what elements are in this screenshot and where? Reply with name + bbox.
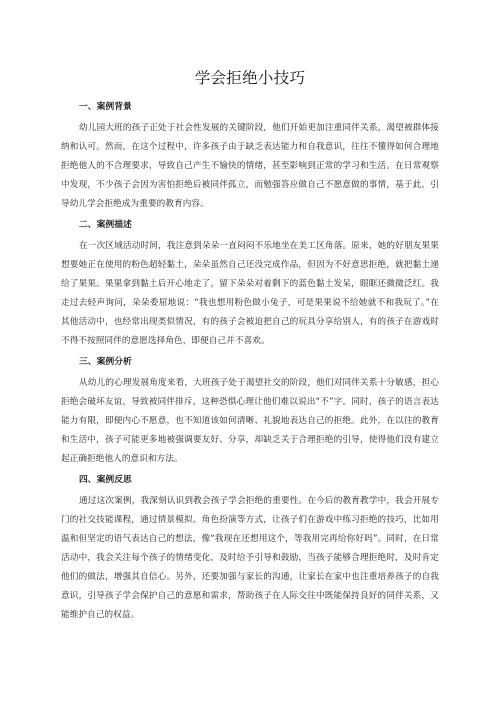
section-description (61, 220, 439, 351)
section-paragraph: 通过这次案例，我深刻认识到教会孩子学会拒绝的重要性。在今后的教育教学中，我会开展专门的社交技能课程，通过情景模拟、角色扮演等方式，让孩子们在游戏中练习拒绝的技巧，比如用温和但坚定的语气表达自己的想法，像“我现在还想用这个，等我用完再给你好吗”。同时，在日常活动中，我会关注每个孩子的情绪变化，及时给予引导和鼓励，当孩子能够合理拒绝时，及时肯定他们的做法，增强其自信心。另外，还要加强与家长的沟通，让家长在家中也注重培养孩子的自我意识，引导孩子学会保护自己的意愿和需求，帮助孩子在人际交往中既能保持良好的同伴关系，又能维护自己的权益。 (61, 496, 439, 620)
document-title: 学会拒绝小技巧 (194, 69, 306, 87)
section-heading: 三、案例分析 (79, 357, 132, 367)
section-paragraph: 在一次区域活动时间，我注意到朵朵一直闷闷不乐地坐在美工区角落。原来，她的好朋友果果想要她正在使用的粉色超轻黏土，朵朵虽然自己还没完成作品，但因为不好意思拒绝，就把黏土递给了果果。果果拿到黏土后开心地走了，留下朵朵对着剩下的蓝色黏土发呆，眼眶还微微泛红。我走过去轻声询问，朵朵委屈地说：“我也想用粉色做小兔子，可是果果说不给她就不和我玩了。”在其他活动中，也经常出现类似情况，有的孩子会被迫把自己的玩具分享给别人，有的孩子在游戏时不得不按照同伴的意愿选择角色，即便自己并不喜欢。 (61, 241, 439, 346)
section-background (61, 102, 439, 214)
section-heading: 一、案例背景 (79, 102, 132, 112)
section-heading: 二、案例描述 (79, 220, 132, 230)
section-reflection (61, 475, 439, 625)
section-analysis (61, 357, 439, 469)
section-heading: 四、案例反思 (79, 475, 132, 485)
section-paragraph: 从幼儿的心理发展角度来看，大班孩子处于渴望社交的阶段，他们对同伴关系十分敏感，担心拒绝会破坏友谊，导致被同伴排斥，这种恐惧心理让他们难以说出“不”字。同时，孩子的语言表达能力有限，即便内心不愿意，也不知道该如何清晰、礼貌地表达自己的拒绝。此外，在以往的教育和生活中，孩子可能更多地被强调要友好、分享，却缺乏关于合理拒绝的引导，使得他们没有建立起正确拒绝他人的意识和方法。 (61, 378, 439, 464)
section-paragraph: 幼儿园大班的孩子正处于社会性发展的关键阶段，他们开始更加注重同伴关系，渴望被群体接纳和认可。然而，在这个过程中，许多孩子由于缺乏表达能力和自我意识，往往不懂得如何合理地拒绝他人的不合理要求，导致自己产生不愉快的情绪，甚至影响到正常的学习和生活。在日常观察中发现，不少孩子会因为害怕拒绝后被同伴孤立，而勉强答应做自己不愿意做的事情，基于此，引导幼儿学会拒绝成为重要的教育内容。 (61, 123, 439, 209)
